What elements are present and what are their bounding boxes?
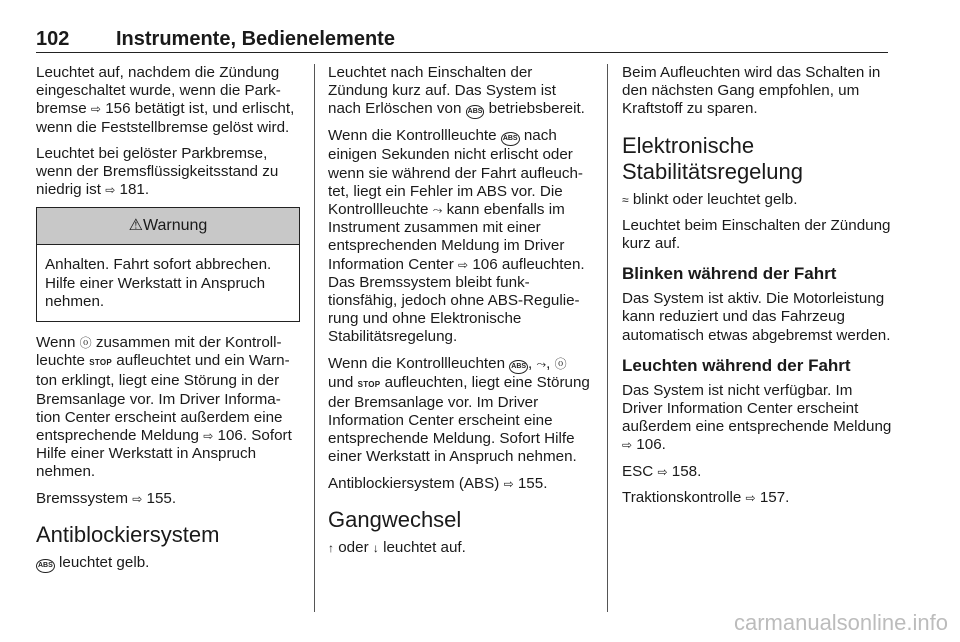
xref-arrow-icon[interactable]: ⇨ xyxy=(503,476,514,491)
abs-icon: ABS xyxy=(36,559,55,573)
column-right xyxy=(622,64,894,515)
subheading: Leuchten während der Fahrt xyxy=(622,355,851,375)
section-heading: Gangwechsel xyxy=(328,506,462,532)
xref-arrow-icon[interactable]: ⇨ xyxy=(132,491,143,506)
abs-icon: ABS xyxy=(466,105,485,119)
paragraph: Leuchtet auf, nachdem die Zündung eingeschaltet wurde, wenn die Parkbremse ⇨ 156 betätigt ist, und erlischt, wenn die Feststellbremse gelöst wird. xyxy=(36,64,295,136)
traction-control-icon: ⤳ xyxy=(432,203,443,218)
stop-icon: STOP xyxy=(357,379,381,389)
paragraph: ESC ⇨ 158. xyxy=(622,462,702,480)
column-left xyxy=(36,64,300,581)
brake-warning-icon: ⓞ xyxy=(554,356,567,371)
paragraph: Antiblockiersystem (ABS) ⇨ 155. xyxy=(328,474,548,492)
paragraph: Leuchtet nach Einschalten der Zündung kurz auf. Das System ist nach Erlöschen von ABS betriebsbereit. xyxy=(328,64,585,118)
paragraph: ≈ blinkt oder leuchtet gelb. xyxy=(622,190,798,208)
warning-text: Anhalten. Fahrt sofort abbrechen. Hilfe einer Werkstatt in Anspruch nehmen. xyxy=(45,256,272,310)
brake-warning-icon: ⓞ xyxy=(79,336,92,351)
section-heading: Antiblockiersystem xyxy=(36,521,220,547)
watermark: carmanualsonline.info xyxy=(733,610,948,635)
subheading: Blinken während der Fahrt xyxy=(622,264,837,284)
column-middle xyxy=(328,64,592,565)
stop-icon: STOP xyxy=(89,358,113,368)
paragraph: ABS leuchtet gelb. xyxy=(38,553,150,571)
warning-title: Warnung xyxy=(143,217,208,235)
traction-control-icon: ⤳ xyxy=(536,356,547,371)
paragraph: Leuchtet bei gelöster Parkbremse, wenn der Bremsflüssigkeitsstand zu niedrig ist ⇨ 181. xyxy=(36,144,279,199)
gear-up-icon: ↑ xyxy=(328,540,334,555)
xref-arrow-icon[interactable]: ⇨ xyxy=(657,464,668,479)
abs-icon: ABS xyxy=(501,132,520,146)
paragraph: Beim Aufleuchten wird das Schalten in den nächsten Gang empfohlen, um Kraftstoff zu sparen. xyxy=(622,64,881,118)
xref-arrow-icon[interactable]: ⇨ xyxy=(90,102,101,117)
paragraph: ↑ oder ↓ leuchtet auf. xyxy=(328,538,466,556)
xref-arrow-icon[interactable]: ⇨ xyxy=(203,429,214,444)
xref-arrow-icon[interactable]: ⇨ xyxy=(105,183,116,198)
abs-icon: ABS xyxy=(509,360,528,374)
page-title: Instrumente, Bedienelemente xyxy=(116,28,395,50)
page-number: 102 xyxy=(36,28,70,50)
warning-header xyxy=(37,208,299,245)
page-header xyxy=(36,22,888,53)
column-divider xyxy=(314,64,315,612)
paragraph: Wenn ⓞ zusammen mit der Kontrollleuchte STOP aufleuchtet und ein Warnton erklingt, liegt eine Störung in der Bremsanlage vor. Im Driver Information Center erscheint außerdem eine entsprechende Meldung ⇨ 106. Sofort Hilfe einer Werkstatt in Anspruch nehmen. xyxy=(36,334,292,481)
paragraph: Das System ist nicht verfügbar. Im Driver Information Center erscheint außerdem eine entsprechende Meldung ⇨ 106. xyxy=(622,381,892,454)
gear-down-icon: ↓ xyxy=(372,540,379,555)
paragraph: Das System ist aktiv. Die Motorleistung kann reduziert und das Fahrzeug automatisch etwas abgebremst werden. xyxy=(622,290,891,344)
xref-arrow-icon[interactable]: ⇨ xyxy=(458,257,469,272)
column-divider xyxy=(607,64,608,612)
section-heading: Elektronische Stabilitätsregelung xyxy=(622,132,804,184)
xref-arrow-icon[interactable]: ⇨ xyxy=(745,490,756,505)
paragraph: Wenn die Kontrollleuchte ABS nach einigen Sekunden nicht erlischt oder wenn sie während der Fahrt aufleuchtet, liegt ein Fehler im ABS vor. Die Kontrollleuchte ⤳ kann ebenfalls im Instrument zusammen mit einer entsprechenden Meldung im Driver Information Center ⇨ 106 aufleuchten. Das Bremssystem bleibt funktionsfähig, jedoch ohne ABS-Regulierung und ohne Elektronische Stabilitätsregelung. xyxy=(328,127,585,346)
paragraph: Traktionskontrolle ⇨ 157. xyxy=(622,488,790,506)
warning-box xyxy=(36,207,300,322)
warning-triangle-icon: ⚠ xyxy=(128,217,143,235)
paragraph: Wenn die Kontrollleuchten ABS , ⤳, ⓞ und STOP aufleuchten, liegt eine Störung der Bremsanlage vor. Im Driver Information Center erscheint eine entsprechende Meldung. Sofort Hilfe einer Werkstatt in Anspruch nehmen. xyxy=(328,354,590,466)
paragraph: Bremssystem ⇨ 155. xyxy=(36,489,177,507)
esc-icon: ≈ xyxy=(622,192,629,207)
paragraph: Leuchtet beim Einschalten der Zündung kurz auf. xyxy=(622,216,891,253)
xref-arrow-icon[interactable]: ⇨ xyxy=(622,438,633,453)
